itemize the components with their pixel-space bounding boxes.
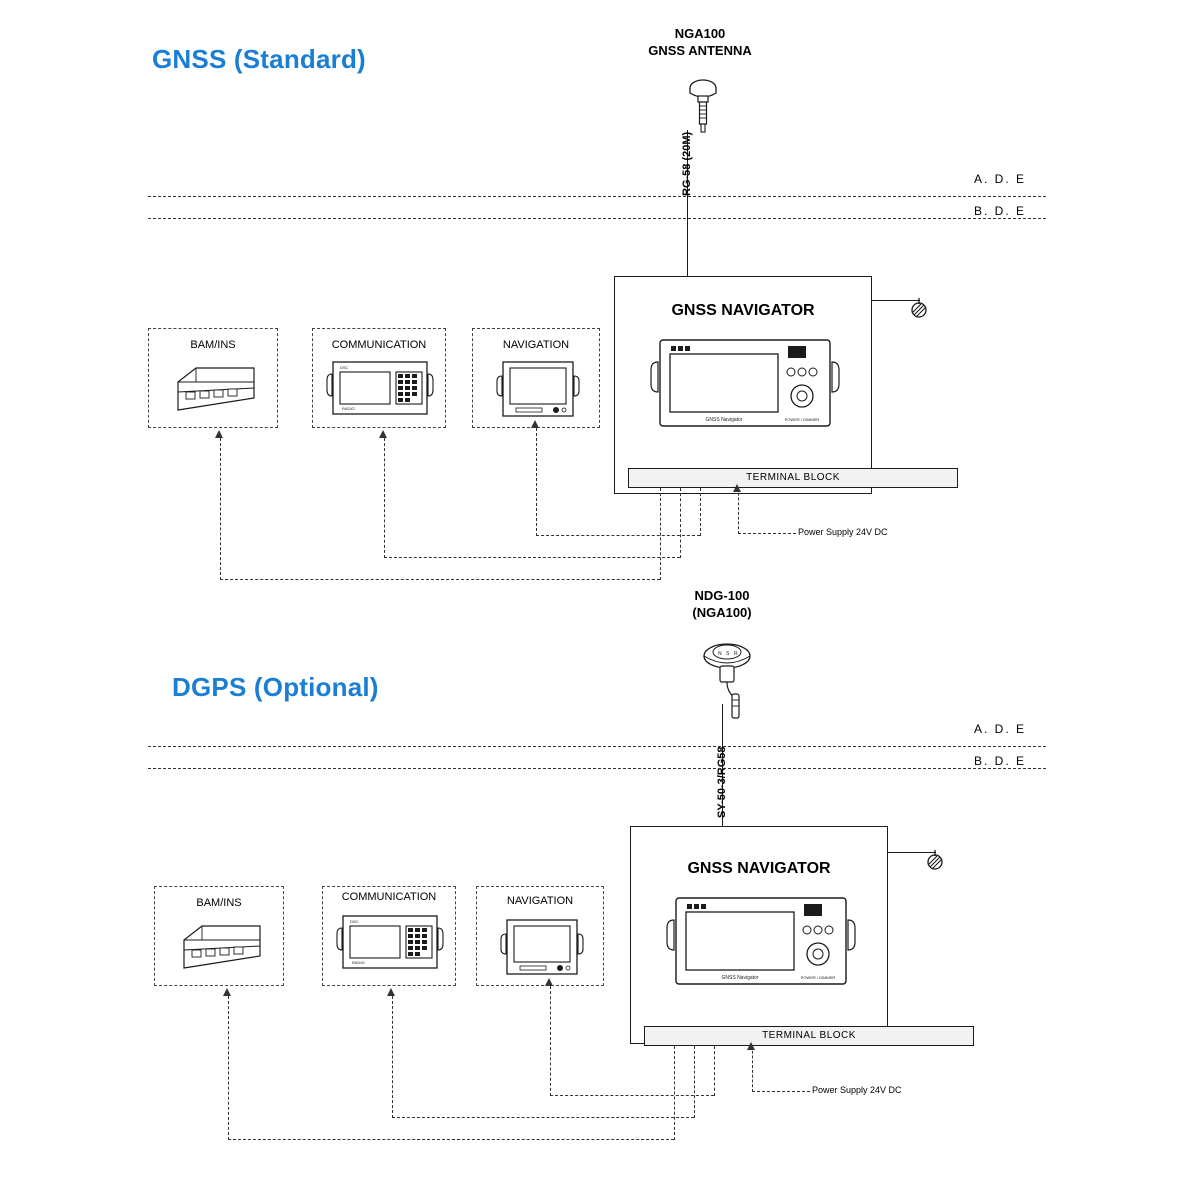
bus-lead-2-gnss [680, 488, 681, 558]
bus-lead-1-gnss [660, 488, 661, 580]
svg-text:GNSS Navigator: GNSS Navigator [705, 417, 743, 423]
navigation-icon-dgps [500, 914, 584, 980]
antenna-label-line2-dgps: (NGA100) [692, 604, 752, 620]
deck-line-below-gnss [148, 218, 1046, 219]
equipment-label-bam-ins-dgps: BAM/INS [196, 897, 242, 909]
arrow-comm-gnss [379, 430, 387, 438]
bus-run-nav-gnss [536, 535, 700, 536]
navigation-icon-gnss [496, 356, 580, 422]
deck-line-below-dgps [148, 768, 1046, 769]
svg-text:GNSS Navigator: GNSS Navigator [721, 975, 759, 981]
deck-line-above-gnss [148, 196, 1046, 197]
section-title-gnss-standard: GNSS (Standard) [152, 44, 366, 74]
ground-icon-dgps [920, 846, 950, 874]
bus-drop-nav-gnss [536, 428, 537, 536]
bus-run-bam-gnss [220, 579, 660, 580]
power-lead-horz-dgps [752, 1091, 810, 1092]
deck-label-above-gnss: A. D. E [974, 172, 1027, 186]
power-supply-label-gnss: Power Supply 24V DC [798, 527, 888, 537]
navigator-title-dgps: GNSS NAVIGATOR [687, 860, 831, 877]
svg-text:POWER / DIMMER: POWER / DIMMER [800, 975, 836, 980]
equipment-label-navigation-dgps: NAVIGATION [506, 895, 574, 907]
bus-drop-bam-gnss [220, 438, 221, 580]
equipment-label-navigation-gnss: NAVIGATION [502, 339, 570, 351]
svg-text:N: N [718, 651, 722, 657]
power-lead-vert-gnss [738, 488, 739, 534]
bus-run-nav-dgps [550, 1095, 714, 1096]
bus-run-comm-dgps [392, 1117, 694, 1118]
svg-text:S: S [726, 651, 730, 657]
antenna-label-dgps [622, 588, 822, 622]
equipment-label-communication-gnss: COMMUNICATION [331, 339, 427, 351]
navigator-unit-icon-dgps [666, 892, 856, 992]
cable-label-dgps: SY-50-3/RG58 [716, 746, 728, 818]
bus-lead-2-dgps [694, 1046, 695, 1118]
arrow-comm-dgps [387, 988, 395, 996]
antenna-label-line1-dgps: NDG-100 [694, 588, 750, 603]
terminal-block-label-gnss: TERMINAL BLOCK [746, 472, 840, 483]
antenna-label-line1: NGA100 [674, 26, 726, 41]
bam-ins-icon-gnss [170, 358, 260, 418]
antenna-label-gnss [600, 26, 800, 60]
bus-drop-comm-gnss [384, 438, 385, 558]
svg-text:RADIO: RADIO [342, 406, 355, 411]
antenna-label-line2: GNSS ANTENNA [648, 42, 752, 58]
bus-drop-nav-dgps [550, 986, 551, 1096]
bus-drop-bam-dgps [228, 996, 229, 1140]
arrow-nav-gnss [531, 420, 539, 428]
deck-label-below-dgps: B. D. E [974, 754, 1027, 768]
deck-line-above-dgps [148, 746, 1046, 747]
bus-run-comm-gnss [384, 557, 680, 558]
bus-drop-comm-dgps [392, 996, 393, 1118]
bus-lead-3-gnss [700, 488, 701, 536]
deck-label-below-gnss: B. D. E [974, 204, 1027, 218]
svg-text:POWER / DIMMER: POWER / DIMMER [784, 417, 820, 422]
navigator-unit-icon-gnss [650, 334, 840, 434]
svg-text:RADIO: RADIO [352, 960, 365, 965]
gnss-antenna-icon [668, 76, 738, 146]
svg-text:DSC: DSC [350, 919, 359, 924]
communication-icon-dgps [336, 910, 444, 976]
svg-text:DSC: DSC [340, 365, 349, 370]
section-title-dgps-optional: DGPS (Optional) [172, 672, 379, 702]
ground-icon-gnss [904, 294, 934, 322]
arrow-power-gnss [733, 484, 741, 492]
arrow-nav-dgps [545, 978, 553, 986]
bam-ins-icon-dgps [176, 916, 266, 976]
arrow-bam-dgps [223, 988, 231, 996]
power-lead-horz-gnss [738, 533, 796, 534]
deck-label-above-dgps: A. D. E [974, 722, 1027, 736]
arrow-power-dgps [747, 1042, 755, 1050]
power-lead-vert-dgps [752, 1046, 753, 1092]
power-supply-label-dgps: Power Supply 24V DC [812, 1085, 902, 1095]
bus-lead-3-dgps [714, 1046, 715, 1096]
navigator-title-gnss: GNSS NAVIGATOR [671, 302, 815, 319]
equipment-label-bam-ins-gnss: BAM/INS [190, 339, 236, 351]
bus-lead-1-dgps [674, 1046, 675, 1140]
communication-icon-gnss [326, 356, 434, 422]
dgps-antenna-icon [694, 638, 760, 724]
equipment-label-communication-dgps: COMMUNICATION [341, 891, 437, 903]
svg-text:R: R [734, 651, 738, 657]
arrow-bam-gnss [215, 430, 223, 438]
cable-label-gnss: RG-58 (20M) [681, 131, 693, 196]
bus-run-bam-dgps [228, 1139, 674, 1140]
terminal-block-label-dgps: TERMINAL BLOCK [762, 1030, 856, 1041]
